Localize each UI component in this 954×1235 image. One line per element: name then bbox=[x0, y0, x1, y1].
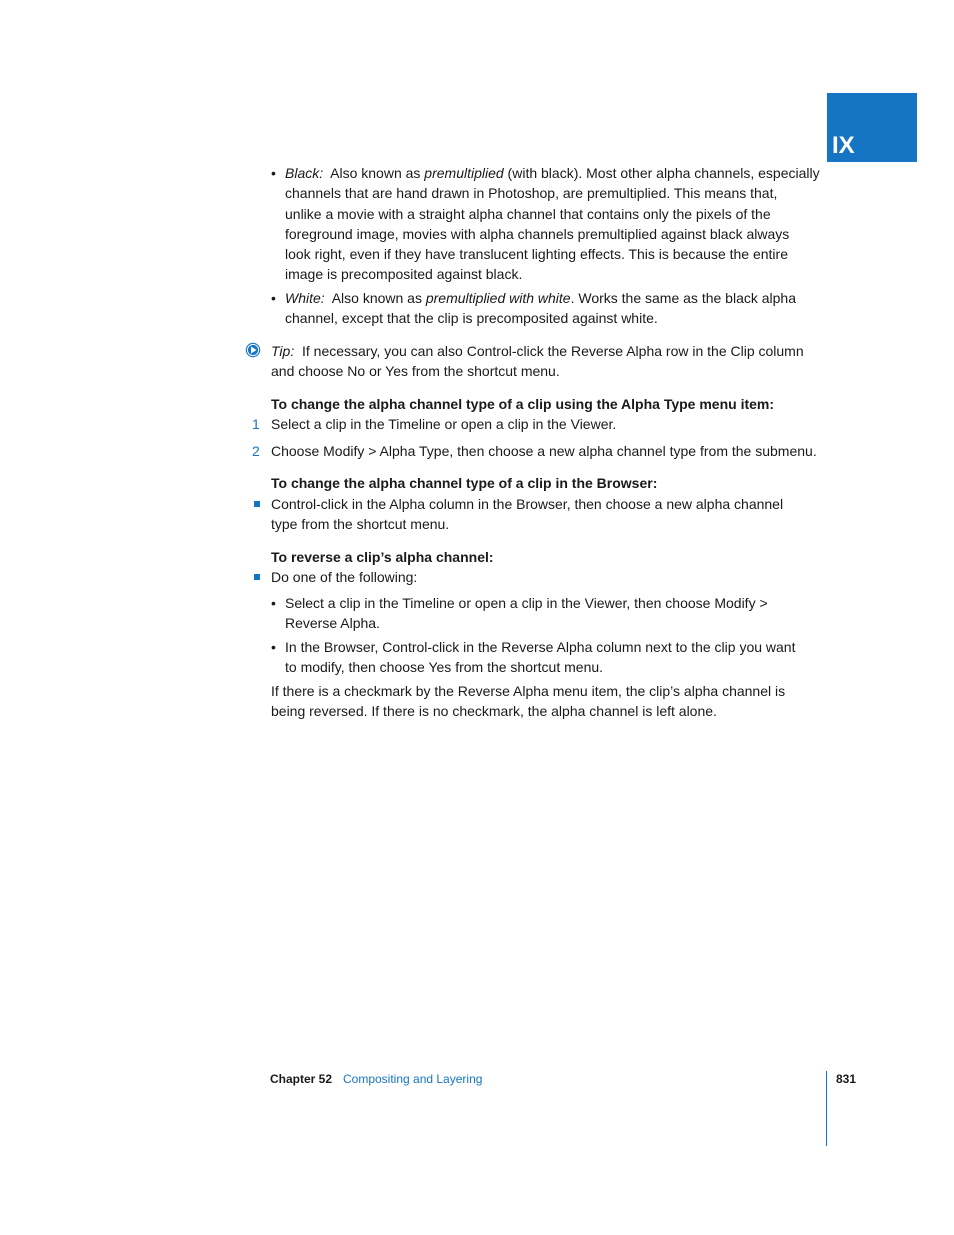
text: (with black). Most other alpha channels, especially bbox=[503, 165, 820, 181]
bullet-black bbox=[285, 163, 835, 285]
section1-heading: To change the alpha channel type of a clip using the Alpha Type menu item: bbox=[271, 396, 775, 412]
step-number: 1 bbox=[252, 416, 260, 432]
text-line: look right, even if they have translucent lighting effects. This is because the entire bbox=[285, 246, 788, 263]
footer-chapter: Chapter 52 bbox=[270, 1072, 333, 1086]
text: If necessary, you can also Control-click the Reverse Alpha row in the Clip column bbox=[294, 343, 804, 359]
section3-heading: To reverse a clip’s alpha channel: bbox=[271, 549, 494, 565]
footer-divider bbox=[826, 1071, 827, 1146]
bullet-dot: • bbox=[271, 165, 276, 181]
section3-bullet bbox=[285, 593, 835, 634]
bullet-dot: • bbox=[271, 595, 276, 611]
chapter-tab-label: IX bbox=[832, 132, 855, 159]
tip-label: Tip: bbox=[271, 343, 295, 359]
tip-paragraph bbox=[271, 341, 831, 382]
text: Also known as bbox=[324, 290, 426, 306]
section3-bullet bbox=[285, 637, 835, 678]
text-line: unlike a movie with a straight alpha channel that contains only the pixels of the bbox=[285, 205, 771, 222]
text-line: If there is a checkmark by the Reverse Alpha menu item, the clip’s alpha channel is bbox=[271, 683, 786, 699]
text-line: to modify, then choose Yes from the shortcut menu. bbox=[285, 659, 604, 676]
section2-body bbox=[271, 494, 831, 535]
italic-premultiplied-white: premultiplied with white bbox=[425, 290, 571, 306]
italic-premultiplied: premultiplied bbox=[424, 165, 504, 181]
section3-note bbox=[271, 681, 831, 722]
text: . Works the same as the black alpha bbox=[570, 290, 797, 306]
footer-chapter-title[interactable]: Compositing and Layering bbox=[343, 1072, 483, 1086]
section3-intro: Do one of the following: bbox=[271, 569, 418, 585]
text-line: Reverse Alpha. bbox=[285, 615, 380, 632]
tip-arrow-icon bbox=[245, 342, 261, 358]
text-line: Control-click in the Alpha column in the Browser, then choose a new alpha channel bbox=[271, 496, 784, 512]
term-white: White: bbox=[285, 290, 325, 306]
section2-heading: To change the alpha channel type of a clip in the Browser: bbox=[271, 475, 658, 491]
bullet-white bbox=[285, 288, 835, 329]
text-line: In the Browser, Control-click in the Reverse Alpha column next to the clip you want bbox=[285, 639, 796, 655]
chapter-tab bbox=[827, 93, 917, 162]
step-text: Select a clip in the Timeline or open a clip in the Viewer. bbox=[271, 416, 617, 432]
term-black: Black: bbox=[285, 165, 324, 181]
bullet-dot: • bbox=[271, 639, 276, 655]
text-line: being reversed. If there is no checkmark, the alpha channel is left alone. bbox=[271, 703, 717, 720]
text-line: Select a clip in the Timeline or open a clip in the Viewer, then choose Modify > bbox=[285, 595, 768, 611]
text-line: image is precomposited against black. bbox=[285, 266, 523, 283]
text: Also known as bbox=[323, 165, 425, 181]
text-line: and choose No or Yes from the shortcut menu. bbox=[271, 363, 560, 380]
step-number: 2 bbox=[252, 443, 260, 459]
text-line: foreground image, movies with alpha channels premultiplied against black always bbox=[285, 225, 790, 242]
text-line: type from the shortcut menu. bbox=[271, 516, 450, 533]
text-line: channels that are hand drawn in Photoshop, are premultiplied. This means that, bbox=[285, 185, 778, 202]
bullet-dot: • bbox=[271, 290, 276, 306]
square-bullet bbox=[254, 574, 260, 580]
text-line: channel, except that the clip is precomposited against white. bbox=[285, 310, 658, 327]
page-number: 831 bbox=[836, 1072, 857, 1086]
square-bullet bbox=[254, 501, 260, 507]
step-text: Choose Modify > Alpha Type, then choose a new alpha channel type from the submenu. bbox=[271, 443, 817, 459]
